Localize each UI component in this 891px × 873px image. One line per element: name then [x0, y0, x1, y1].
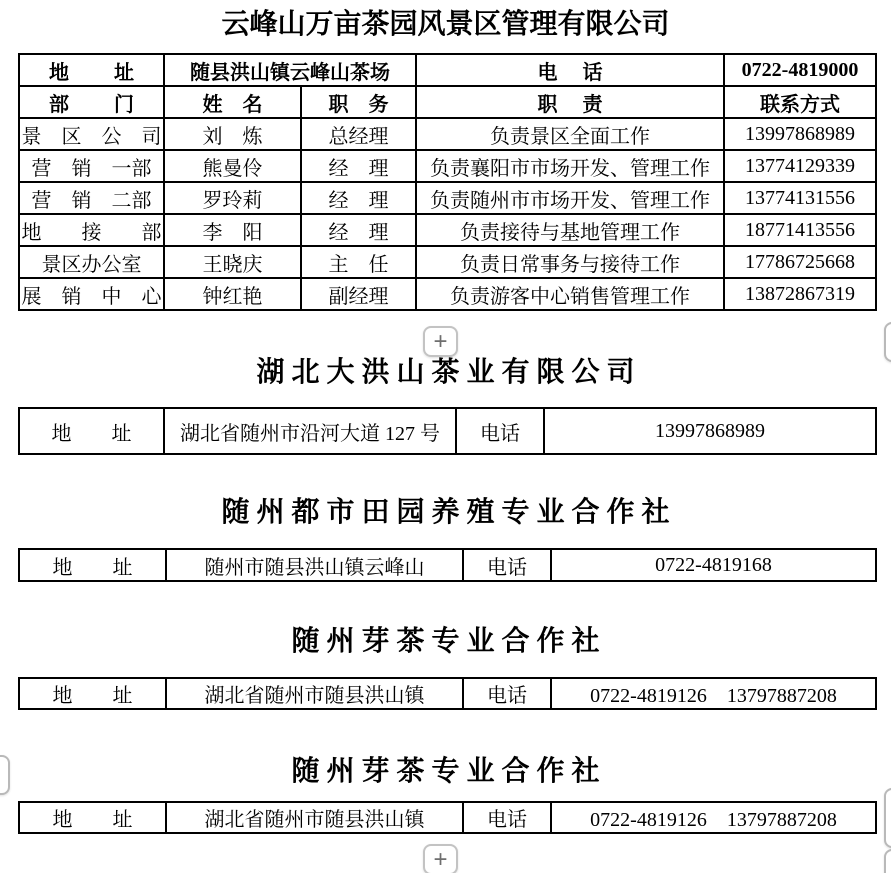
cell-name: 罗玲莉 [164, 182, 301, 214]
cell-name: 熊曼伶 [164, 150, 301, 182]
address-label: 地 址 [19, 802, 166, 833]
cell-position: 经 理 [301, 182, 416, 214]
cell-duty: 负责景区全面工作 [416, 118, 724, 150]
phone-value: 0722-4819126 13797887208 [551, 802, 876, 833]
table-header-row [19, 86, 876, 118]
table-row [19, 182, 876, 214]
cell-duty: 负责随州市市场开发、管理工作 [416, 182, 724, 214]
cell-department: 地 接 部 [19, 214, 164, 246]
table-row [19, 214, 876, 246]
insert-table-button-top[interactable]: + [423, 326, 458, 357]
address-label: 地 址 [19, 678, 166, 709]
cell-duty: 负责日常事务与接待工作 [416, 246, 724, 278]
cell-name: 钟红艳 [164, 278, 301, 310]
table-row [19, 549, 876, 581]
table-row [19, 408, 876, 454]
phone-label: 电话 [456, 408, 544, 454]
address-value: 湖北省随州市沿河大道 127 号 [164, 408, 456, 454]
staff-contact-table [18, 53, 877, 311]
edge-handle-right-bottom[interactable] [884, 849, 891, 873]
edge-handle-right-middle[interactable] [884, 788, 891, 848]
cell-contact: 13997868989 [724, 118, 876, 150]
company-title-yacha-1: 随 州 芽 茶 专 业 合 作 社 [291, 626, 600, 657]
cell-contact: 18771413556 [724, 214, 876, 246]
phone-label: 电话 [463, 549, 551, 581]
cell-department: 营 销 一部 [19, 150, 164, 182]
header-department: 部 门 [19, 86, 164, 118]
cell-position: 副经理 [301, 278, 416, 310]
header-name: 姓 名 [164, 86, 301, 118]
phone-label: 电话 [463, 678, 551, 709]
company-title-dushitianyuan: 随 州 都 市 田 园 养 殖 专 业 合 作 社 [221, 497, 670, 528]
phone-value: 0722-4819000 [724, 54, 876, 86]
cell-duty: 负责接待与基地管理工作 [416, 214, 724, 246]
phone-value: 0722-4819168 [551, 549, 876, 581]
table-row [19, 150, 876, 182]
table-row [19, 802, 876, 833]
address-label: 地 址 [19, 54, 164, 86]
cell-department: 景 区 公 司 [19, 118, 164, 150]
contact-table-yacha-2 [18, 801, 877, 834]
company-title-yacha-2: 随 州 芽 茶 专 业 合 作 社 [291, 756, 600, 787]
contact-table-dushitianyuan [18, 548, 877, 582]
company-title-main: 云峰山万亩茶园风景区管理有限公司 [221, 9, 670, 40]
cell-name: 刘 炼 [164, 118, 301, 150]
address-label: 地 址 [19, 549, 166, 581]
address-value: 湖北省随州市随县洪山镇 [166, 802, 463, 833]
phone-label: 电 话 [416, 54, 724, 86]
phone-value: 0722-4819126 13797887208 [551, 678, 876, 709]
cell-contact: 13872867319 [724, 278, 876, 310]
address-value: 随县洪山镇云峰山茶场 [164, 54, 416, 86]
insert-table-button-bottom[interactable]: + [423, 844, 458, 873]
table-row [19, 678, 876, 709]
header-contact: 联系方式 [724, 86, 876, 118]
cell-name: 王晓庆 [164, 246, 301, 278]
cell-department: 景区办公室 [19, 246, 164, 278]
address-label: 地 址 [19, 408, 164, 454]
cell-department: 营 销 二部 [19, 182, 164, 214]
cell-contact: 13774129339 [724, 150, 876, 182]
contact-table-yacha-1 [18, 677, 877, 710]
cell-contact: 13774131556 [724, 182, 876, 214]
edge-handle-left[interactable] [0, 755, 10, 795]
cell-duty: 负责襄阳市市场开发、管理工作 [416, 150, 724, 182]
edge-handle-right-top[interactable] [884, 322, 891, 362]
header-position: 职 务 [301, 86, 416, 118]
cell-position: 经 理 [301, 150, 416, 182]
address-value: 湖北省随州市随县洪山镇 [166, 678, 463, 709]
contact-table-dahongshan [18, 407, 877, 455]
cell-duty: 负责游客中心销售管理工作 [416, 278, 724, 310]
phone-label: 电话 [463, 802, 551, 833]
cell-department: 展 销 中 心 [19, 278, 164, 310]
table-row [19, 118, 876, 150]
company-title-dahongshan: 湖 北 大 洪 山 茶 业 有 限 公 司 [256, 357, 635, 388]
table-row [19, 246, 876, 278]
table-row [19, 278, 876, 310]
table-row-address [19, 54, 876, 86]
cell-name: 李 阳 [164, 214, 301, 246]
phone-value: 13997868989 [544, 408, 876, 454]
cell-position: 经 理 [301, 214, 416, 246]
header-duty: 职 责 [416, 86, 724, 118]
cell-position: 总经理 [301, 118, 416, 150]
cell-contact: 17786725668 [724, 246, 876, 278]
cell-position: 主 任 [301, 246, 416, 278]
address-value: 随州市随县洪山镇云峰山 [166, 549, 463, 581]
